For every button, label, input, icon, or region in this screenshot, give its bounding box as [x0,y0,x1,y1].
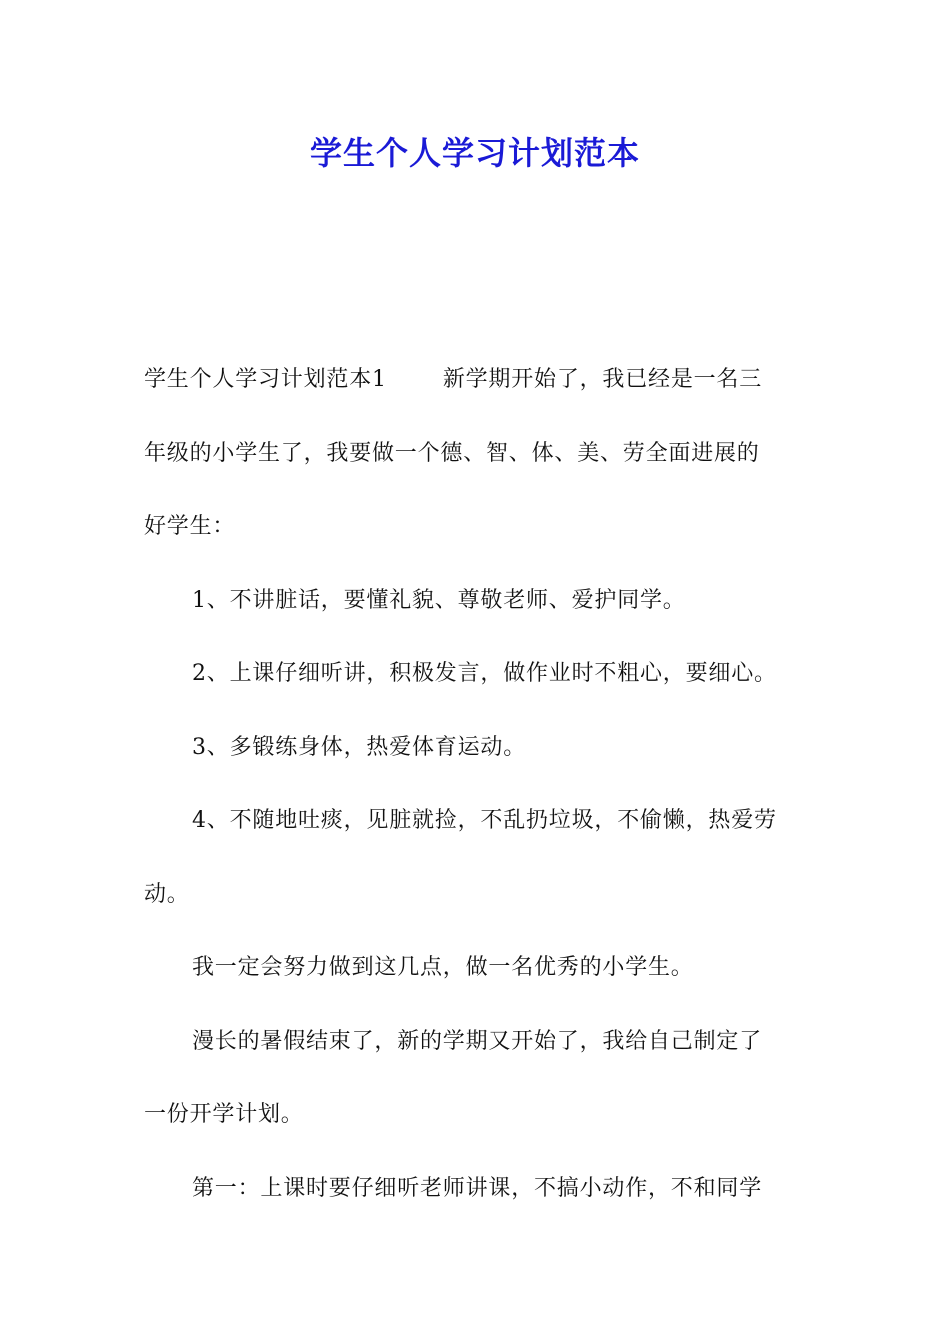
list-item: 1、不讲脏话，要懂礼貌、尊敬老师、爱护同学。 [192,587,686,613]
section-heading: 学生个人学习计划范本1 [144,367,387,392]
paragraph-line: 我一定会努力做到这几点，做一名优秀的小学生。 [192,955,694,980]
list-item: 3、多锻练身体，热爱体育运动。 [192,734,526,760]
paragraph-line: 第一：上课时要仔细听老师讲课，不搞小动作，不和同学 [192,1175,763,1201]
document-body [144,343,808,1225]
paragraph-line: 漫长的暑假结束了，新的学期又开始了，我给自己制定了 [192,1028,763,1054]
paragraph-line: 好学生： [144,514,236,539]
paragraph-line: 一份开学计划。 [144,1102,304,1127]
paragraph-line: 动。 [144,881,190,907]
list-item: 2、上课仔细听讲，积极发言，做作业时不粗心，要细心。 [192,661,777,686]
paragraph-text: 新学期开始了，我已经是一名三 [442,367,763,392]
page-title: 学生个人学习计划范本 [309,134,640,172]
paragraph-line [144,343,808,417]
paragraph-line: 年级的小学生了，我要做一个德、智、体、美、劳全面进展的 [144,440,760,466]
list-item: 4、不随地吐痰，见脏就捡，不乱扔垃圾，不偷懒，热爱劳 [192,808,777,833]
